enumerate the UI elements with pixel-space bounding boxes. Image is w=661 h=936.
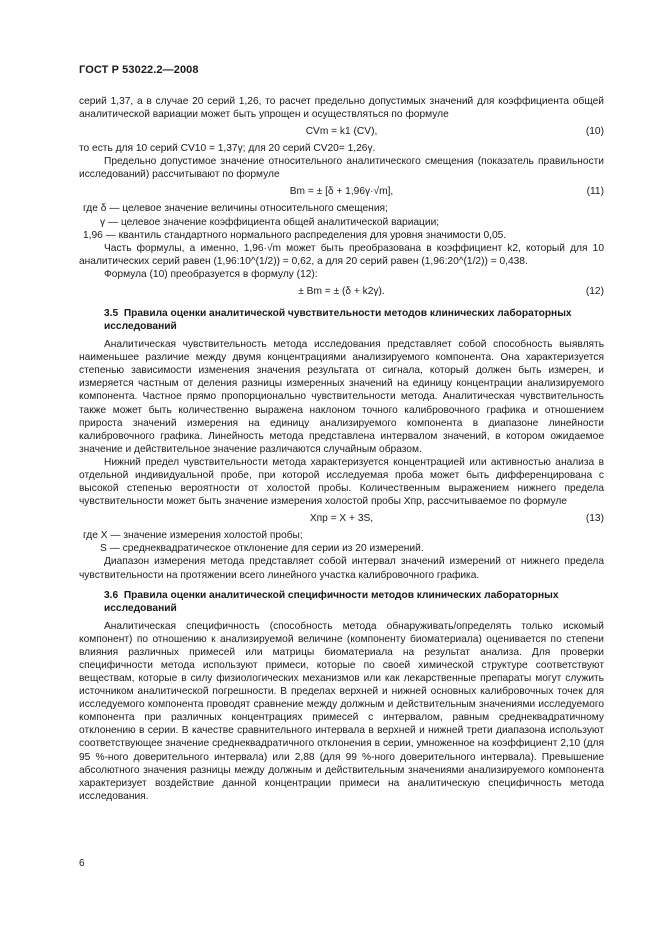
intro-paragraph-2: то есть для 10 серий CV10 = 1,37γ; для 20 серий CV20= 1,26γ. bbox=[79, 143, 376, 155]
formula-11-expression: Bm = ± [δ + 1,96γ·√m], bbox=[289, 186, 394, 198]
definition-s: S — среднеквадратическое отклонение для серии из 20 измерений. bbox=[100, 543, 424, 555]
intro-paragraph-1: серий 1,37, а в случае 20 серий 1,26, то расчет предельно допустимых значений для коэффициента общей аналитической вариации может быть упрощен и осуществляться по формуле bbox=[79, 96, 604, 121]
section-3-5-title: Правила оценки аналитической чувствительности методов клинических лабораторных исследований bbox=[104, 308, 572, 333]
page-number: 6 bbox=[79, 858, 85, 869]
formula-11 bbox=[79, 184, 604, 200]
section-3-6-heading bbox=[79, 589, 604, 615]
definition-gamma: γ — целевое значение коэффициента общей аналитической вариации; bbox=[100, 216, 440, 228]
definition-196: 1,96 — квантиль стандартного нормального распределения для уровня значимости 0,05. bbox=[83, 229, 507, 241]
formula-10-number: (10) bbox=[585, 126, 604, 138]
document-body bbox=[79, 95, 604, 803]
section-3-5-number: 3.5 bbox=[104, 308, 119, 320]
formula-10 bbox=[79, 124, 604, 140]
definition-delta: где δ — целевое значение величины относительного смещения; bbox=[83, 203, 388, 215]
formula-12 bbox=[79, 284, 604, 300]
section-3-6-title: Правила оценки аналитической специфичности методов клинических лабораторных исследований bbox=[104, 589, 559, 614]
formula-12-expression: ± Bm = ± (δ + k2γ). bbox=[298, 286, 385, 298]
formula-12-number: (12) bbox=[585, 286, 604, 298]
section-3-5-paragraph-3: Диапазон измерения метода представляет собой интервал значений измерений от нижнего предела чувствительности на протяжении всего линейного участка калибровочного графика. bbox=[79, 556, 604, 581]
intro-paragraph-3: Предельно допустимое значение относительного аналитического смещения (показатель правильности исследований) рассчитывают по формуле bbox=[79, 156, 604, 181]
section-3-6-paragraph-1: Аналитическая специфичность (способность метода обнаруживать/определять только искомый компонент) по отношению к анализируемой величине (компоненту биоматериала) оценивается по степени влияния различных примесей или матрицы биоматериала на результат анализа. Для проверки специфичности метода используют примеси, которые по своей химической структуре соответствуют веществам, которые в силу физиологических механизмов или как лекарственные препараты могут служить источником аналитической погрешности. В пределах верхней и нижней основных калибровочных точек для исследуемого компонента проводят сравнение между должным и действительным значениями исследуемого компонента при различных концентрациях примесей с интервалом, равным среднеквадратичному отклонению в серии. В качестве сравнительного интервала в верхней и нижней трети диапазона используют соответствующее значение среднеквадратичного отклонения в серии, умноженное на коэффициент 2,10 (для 95 %-ного доверительного интервала) или 2,88 (для 99 %-ного доверительного интервала). Превышение абсолютного значения разницы между должным и действительным значениями анализируемого компонента характеризует воздействие данной концентрации примеси на аналитическую специфичность метода исследования. bbox=[79, 620, 604, 802]
intro-paragraph-4: Часть формулы, а именно, 1,96·√m может быть преобразована в коэффициент k2, который для 10 аналитических серий равен (1,96:10^(1/2)) = 0,62, а для 20 серий равен (1,96:20^(1/2)) = 0,438. bbox=[79, 242, 604, 267]
definition-x: где X — значение измерения холостой пробы; bbox=[83, 530, 303, 542]
formula-13-expression: Xпр = X + 3S, bbox=[309, 513, 374, 525]
formula-10-expression: CVm = k1 (CV), bbox=[305, 126, 378, 138]
intro-paragraph-5: Формула (10) преобразуется в формулу (12): bbox=[104, 268, 318, 280]
section-3-5-paragraph-2: Нижний предел чувствительности метода характеризуется концентрацией или активностью анализа в отдельной индивидуальной пробе, при которой исследуемая проба может быть дифференцирована с высокой степенью вероятности от холостой пробы. Количественным выражением нижнего предела чувствительности может быть значение измерения холостой пробы Xпр, рассчитываемое по формуле bbox=[79, 456, 604, 508]
document-header: ГОСТ Р 53022.2—2008 bbox=[79, 64, 199, 76]
section-3-5-heading bbox=[79, 307, 604, 333]
section-3-5-paragraph-1: Аналитическая чувствительность метода исследования представляет собой способность выявлять наименьшее различие между двумя концентрациями анализируемого компонента. Она характеризуется степенью зависимости изменения значения результата от сигнала, который должен быть измерен, и измеряется частным от деления разницы измеренных значений на единицу концентрации анализируемого компонента. Частное прямо пропорционально чувствительности метода. Аналитическая чувствительность также может быть количественно выражена наклоном точного калибровочного графика и отношением прироста значений измерения на единицу анализируемого компонента в диапазоне линейности калибровочного графика. Линейность метода представлена интервалом значений, в котором ожидаемое значение и действительное значение различаются случайным образом. bbox=[79, 339, 604, 455]
formula-13-number: (13) bbox=[585, 513, 604, 525]
formula-11-number: (11) bbox=[586, 186, 604, 198]
section-3-6-number: 3.6 bbox=[104, 589, 119, 601]
formula-13 bbox=[79, 511, 604, 527]
